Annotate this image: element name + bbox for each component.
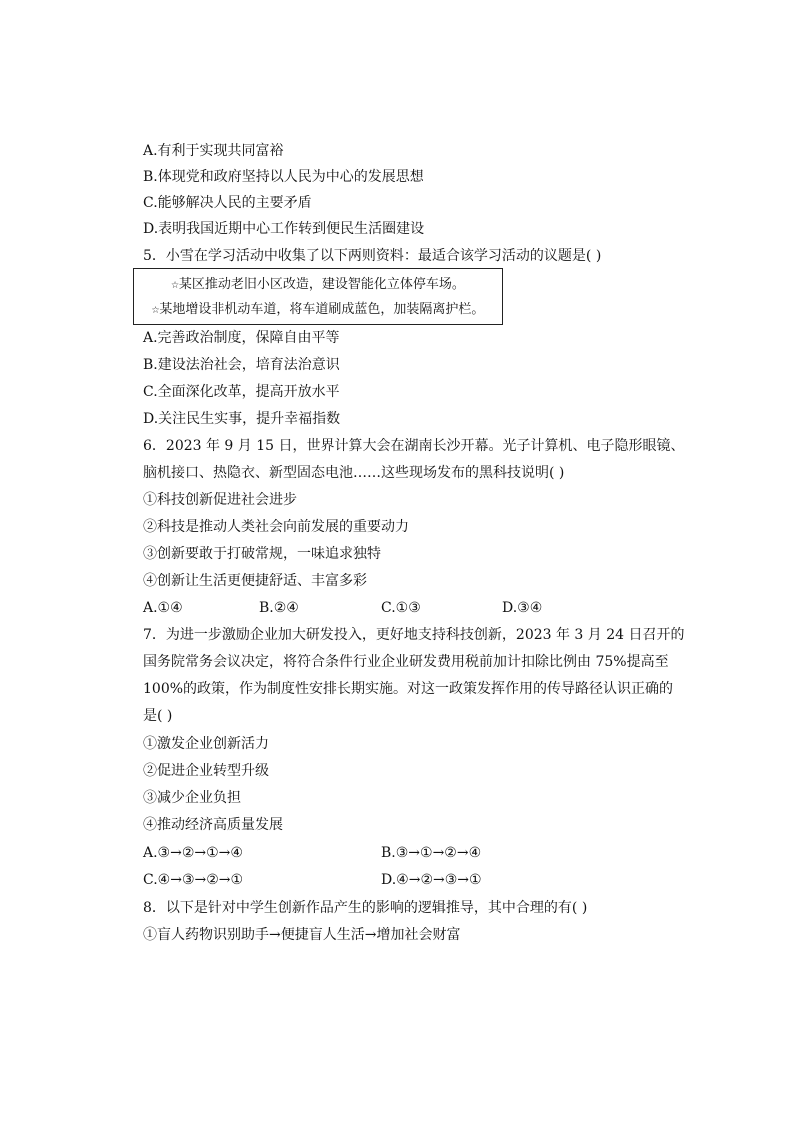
q5-stem: 5．小雪在学习活动中收集了以下两则资料：最适合该学习活动的议题是( ): [143, 248, 602, 264]
q5-option-c: C.全面深化改革，提高开放水平: [143, 384, 340, 400]
q6-item-1: ①科技创新促进社会进步: [143, 492, 297, 508]
q7-item-1: ①激发企业创新活力: [143, 736, 269, 752]
q6-item-4: ④创新让生活更便捷舒适、丰富多彩: [143, 573, 367, 589]
q5-material-1: ☆某区推动老旧小区改造，建设智能化立体停车场。: [171, 277, 465, 292]
q6-stem-line-1: 6．2023 年 9 月 15 日，世界计算大会在湖南长沙开幕。光子计算机、电子隐形眼镜、: [143, 438, 685, 454]
q6-option-d: D.③④: [502, 600, 543, 616]
q5-option-b: B.建设法治社会，培育法治意识: [143, 357, 340, 373]
q7-stem-line-1: 7．为进一步激励企业加大研发投入，更好地支持科技创新，2023 年 3 月 24 日召开的: [143, 627, 685, 643]
q4-option-c: C.能够解决人民的主要矛盾: [143, 195, 312, 211]
q6-option-a: A.①④: [143, 600, 183, 616]
q5-material-2: ☆某地增设非机动车道，将车道刷成蓝色，加装隔离护栏。: [151, 302, 485, 317]
q5-option-d: D.关注民生实事，提升幸福指数: [143, 411, 341, 427]
q7-option-a: A.③→②→①→④: [143, 845, 243, 861]
q7-option-b: B.③→①→②→④: [381, 845, 482, 861]
q7-stem-line-2: 国务院常务会议决定，将符合条件行业企业研发费用税前加计扣除比例由 75%提高至: [143, 654, 669, 670]
q5-option-a: A.完善政治制度，保障自由平等: [143, 330, 340, 346]
q6-item-3: ③创新要敢于打破常规，一味追求独特: [143, 546, 381, 562]
q7-item-4: ④推动经济高质量发展: [143, 817, 283, 833]
q6-option-c: C.①③: [381, 600, 421, 616]
q5-material-box: [133, 268, 503, 325]
q7-option-c: C.④→③→②→①: [143, 872, 244, 888]
q4-option-b: B.体现党和政府坚持以人民为中心的发展思想: [143, 169, 424, 185]
q7-stem-line-4: 是( ): [143, 708, 173, 724]
q8-item-1: ①盲人药物识别助手→便捷盲人生活→增加社会财富: [143, 927, 461, 943]
q4-option-d: D.表明我国近期中心工作转到便民生活圈建设: [143, 221, 425, 237]
q7-item-3: ③减少企业负担: [143, 790, 241, 806]
q6-stem-line-2: 脑机接口、热隐衣、新型固态电池……这些现场发布的黑科技说明( ): [143, 465, 565, 481]
q7-option-d: D.④→②→③→①: [381, 872, 482, 888]
q6-item-2: ②科技是推动人类社会向前发展的重要动力: [143, 519, 409, 535]
q4-option-a: A.有利于实现共同富裕: [143, 143, 284, 159]
q8-stem: 8．以下是针对中学生创新作品产生的影响的逻辑推导，其中合理的有( ): [143, 900, 588, 916]
q7-item-2: ②促进企业转型升级: [143, 763, 269, 779]
q6-option-b: B.②④: [259, 600, 299, 616]
q7-stem-line-3: 100%的政策，作为制度性安排长期实施。对这一政策发挥作用的传导路径认识正确的: [143, 681, 674, 697]
